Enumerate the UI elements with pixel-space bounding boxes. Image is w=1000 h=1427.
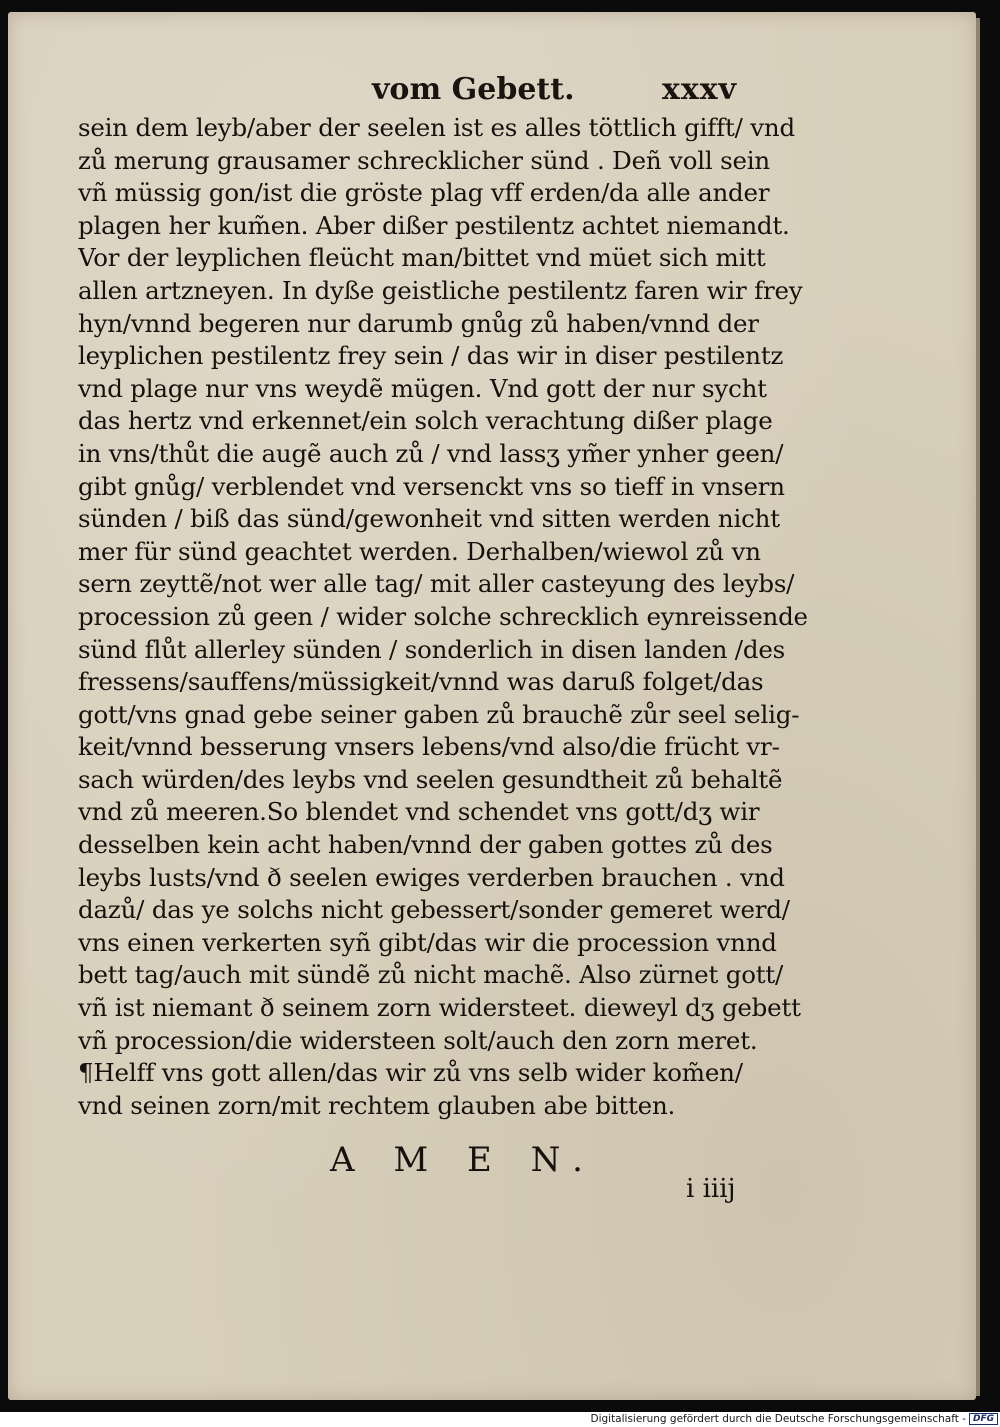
text-line: hyn/vnnd begeren nur darumb gnůg zů haben/vnnd der — [78, 308, 759, 338]
text-line: vnd plage nur vns weydẽ mügen. Vnd gott der nur sycht — [78, 373, 767, 403]
amen-line: A M E N. — [330, 1140, 597, 1180]
folio-number: xxxv — [662, 72, 738, 107]
text-line: sein dem leyb/aber der seelen ist es alles töttlich gifft/ vnd — [78, 113, 795, 142]
text-line: gibt gnůg/ verblendet vnd versenckt vns so tieff in vnsern — [78, 471, 785, 501]
text-line: gott/vns gnad gebe seiner gaben zů brauchẽ zůr seel selig- — [78, 699, 800, 729]
text-line: leybs lusts/vnd ð seelen ewiges verderben brauchen . vnd — [78, 862, 785, 892]
running-title: vom Gebett. — [372, 72, 575, 107]
signature-mark: i iiij — [686, 1174, 736, 1204]
text-line: procession zů geen / wider solche schrecklich eynreissende — [78, 601, 808, 631]
text-line: vñ ist niemant ð seinem zorn widersteet. dieweyl dʒ gebett — [78, 993, 801, 1023]
text-line: vns einen verkerten syñ gibt/das wir die procession vnnd — [78, 927, 777, 957]
text-line: das hertz vnd erkennet/ein solch verachtung dißer plage — [78, 406, 773, 436]
text-line: desselben kein acht haben/vnnd der gaben gottes zů des — [78, 830, 773, 860]
dfg-logo: DFG — [969, 1413, 998, 1425]
text-line: Vor der leyplichen fleücht man/bittet vnd müet sich mitt — [78, 243, 766, 273]
text-line: allen artzneyen. In dyße geistliche pestilentz faren wir frey — [78, 275, 803, 305]
text-line: zů merung grausamer schrecklicher sünd . Deñ voll sein — [78, 145, 770, 175]
text-line: sünden / biß das sünd/gewonheit vnd sitten werden nicht — [78, 504, 780, 534]
text-line: ¶Helff vns gott allen/das wir zů vns selb wider kom̃en/ — [78, 1058, 743, 1088]
text-line: bett tag/auch mit sündẽ zů nicht machẽ. Also zürnet gott/ — [78, 960, 784, 990]
text-line: dazů/ das ye solchs nicht gebessert/sonder gemeret werd/ — [78, 895, 790, 925]
text-line: sern zeyttẽ/not wer alle tag/ mit aller casteyung des leybs/ — [78, 569, 795, 599]
text-line: keit/vnnd besserung vnsers lebens/vnd also/die frücht vr- — [78, 732, 780, 762]
text-line: plagen her kum̃en. Aber dißer pestilentz achtet niemandt. — [78, 210, 790, 240]
text-line: fressens/sauffens/müssigkeit/vnnd was daruß folget/das — [78, 667, 764, 697]
text-line: vñ müssig gon/ist die gröste plag vff erden/da alle ander — [78, 178, 770, 208]
text-line: vnd seinen zorn/mit rechtem glauben abe bitten. — [78, 1090, 676, 1120]
text-line: vnd zů meeren.So blendet vnd schendet vns gott/dʒ wir — [78, 797, 760, 827]
text-line: vñ procession/die widersteen solt/auch den zorn meret. — [78, 1025, 758, 1055]
page-edge — [976, 18, 980, 1396]
text-line: sach würden/des leybs vnd seelen gesundtheit zů behaltẽ — [78, 764, 783, 794]
text-line: leyplichen pestilentz frey sein / das wir in diser pestilentz — [78, 341, 784, 371]
text-line: sünd flůt allerley sünden / sonderlich in disen landen /des — [78, 634, 785, 664]
text-line: in vns/thůt die augẽ auch zů / vnd lassʒ ym̃er ynher geen/ — [78, 438, 784, 468]
body-text — [78, 112, 818, 1122]
text-line: mer für sünd geachtet werden. Derhalben/wiewol zů vn — [78, 536, 761, 566]
digitization-credit: Digitalisierung gefördert durch die Deutsche Forschungsgemeinschaft - — [590, 1413, 966, 1425]
